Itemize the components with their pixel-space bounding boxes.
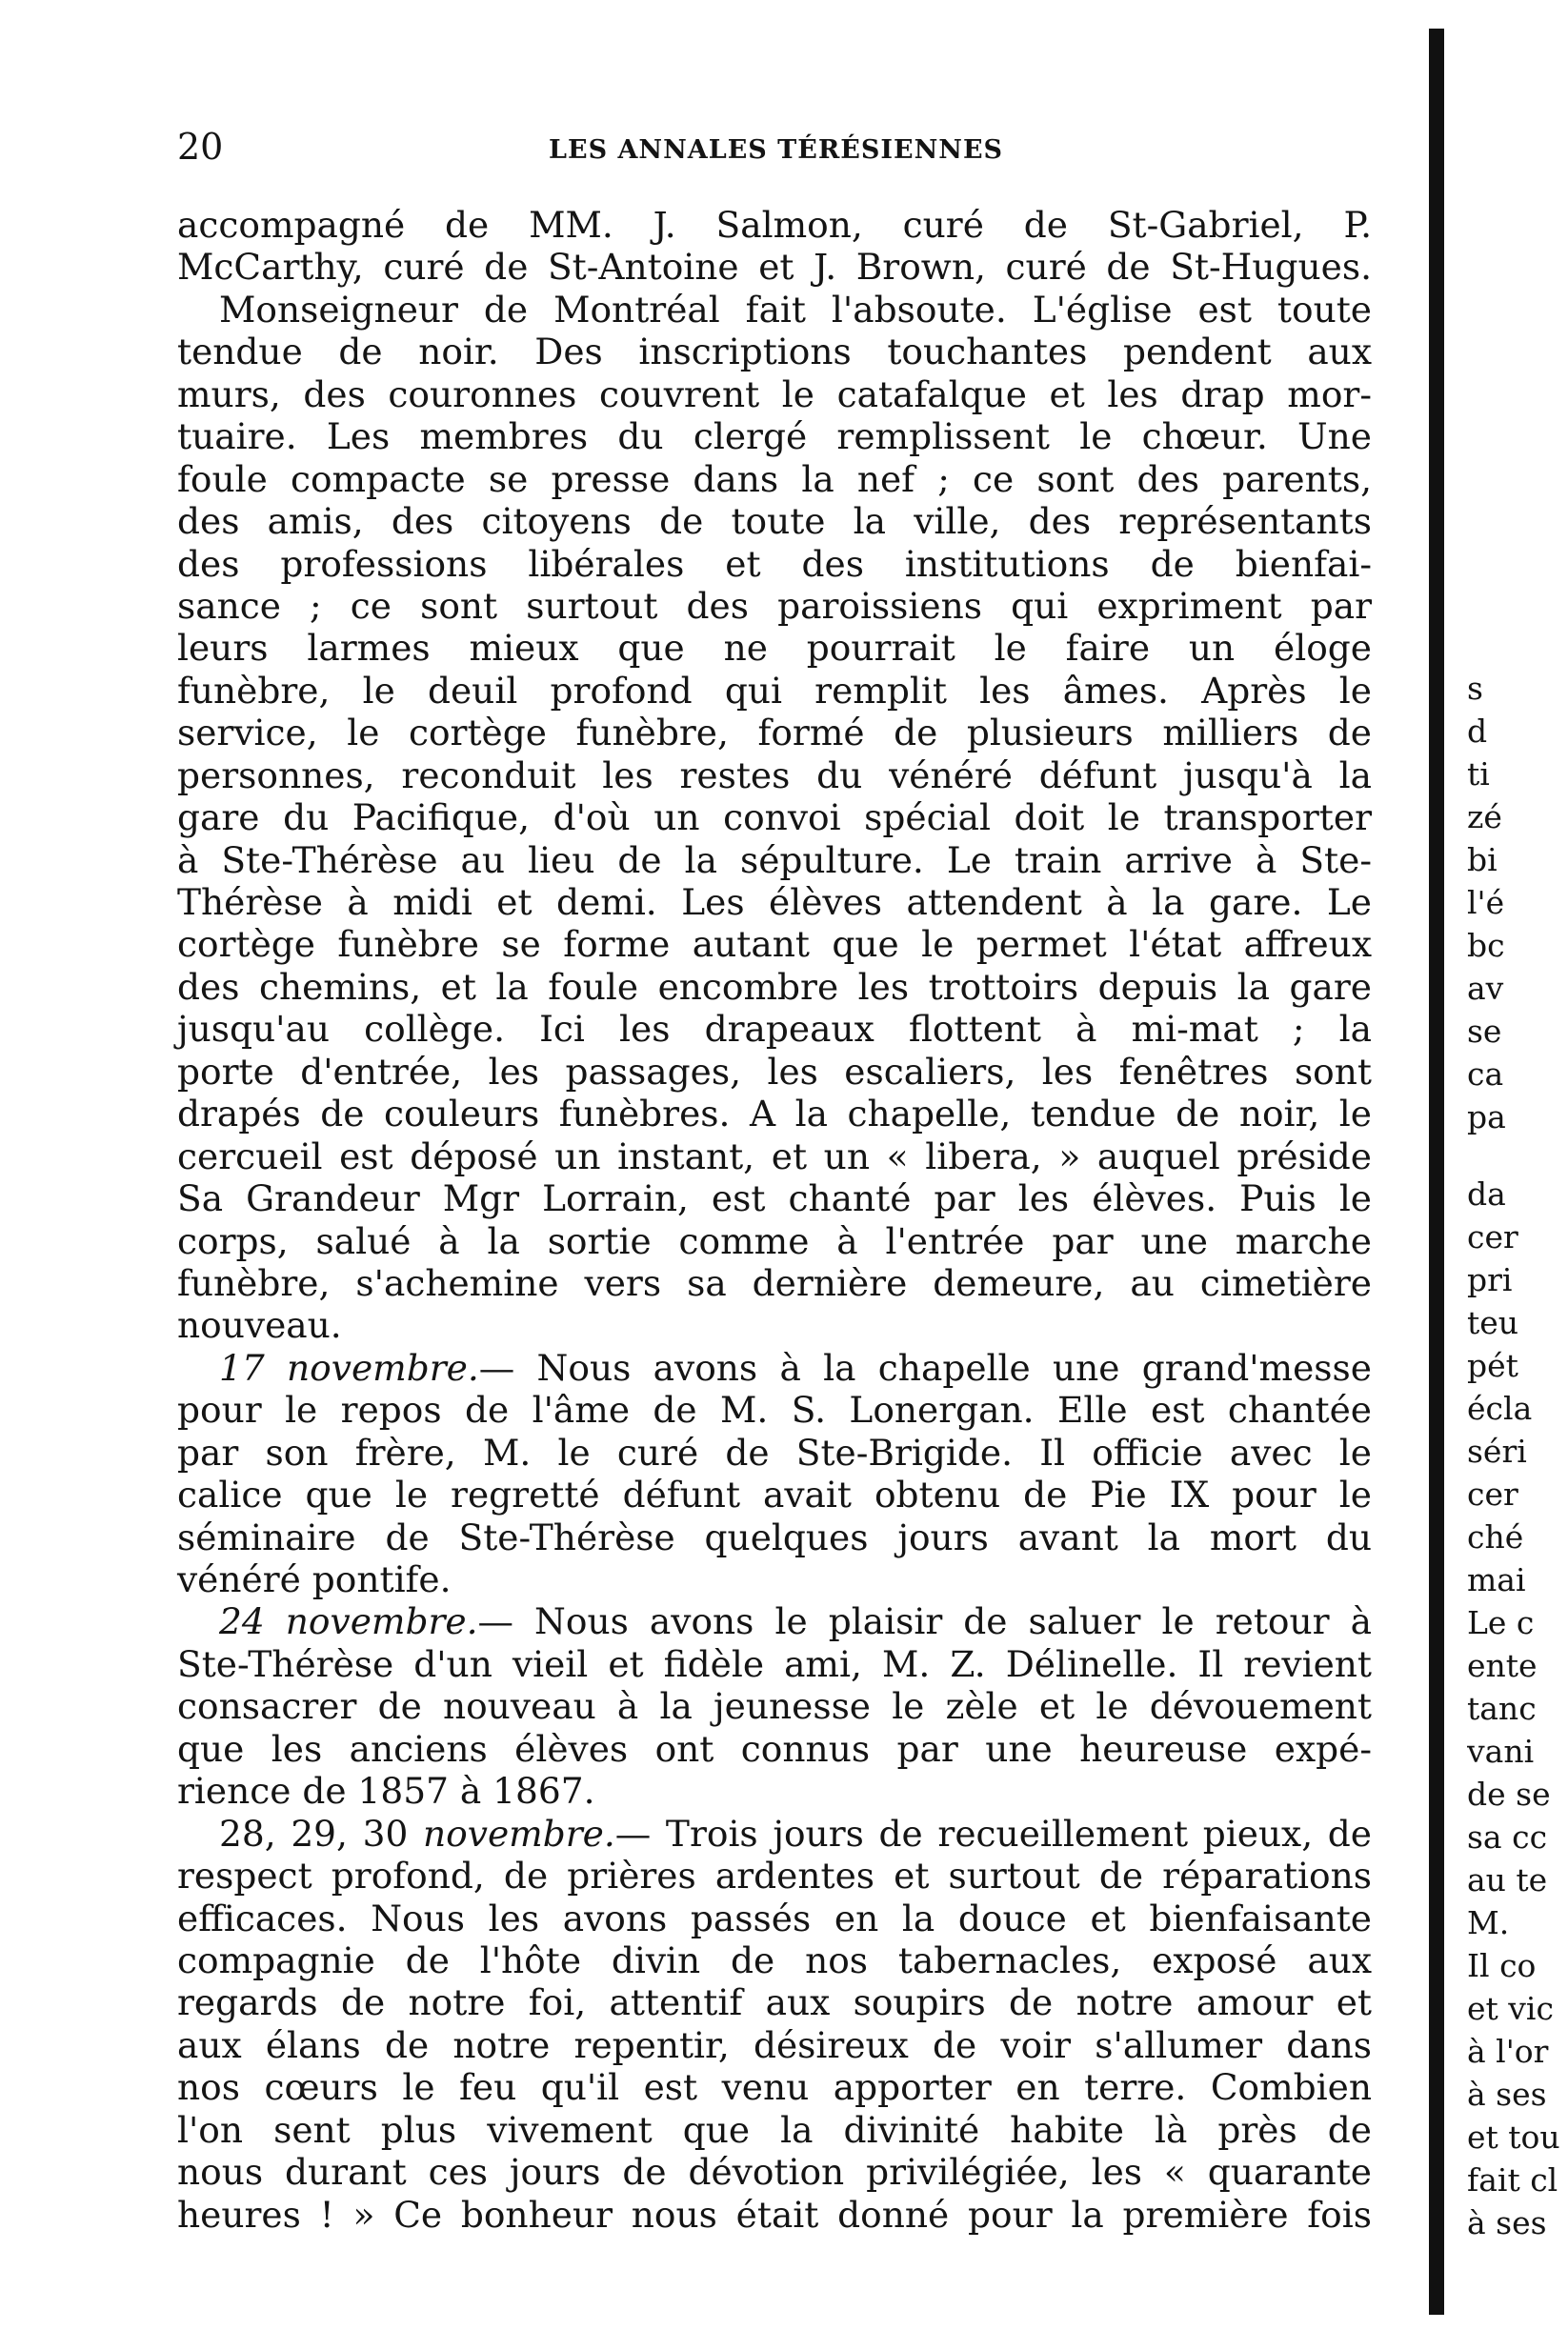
text-line: que les anciens élèves ont connus par une heureuse expé- [177,1727,1372,1770]
text-line: des professions libérales et des institutions de bienfai- [177,542,1372,585]
fragment-line: s [1467,670,1483,707]
text-line: par son frère, M. le curé de Ste-Brigide. Il officie avec le [177,1431,1372,1474]
fragment-line: zé [1467,798,1502,835]
fragment-line: teu [1467,1304,1519,1341]
text-line: Monseigneur de Montréal fait l'absoute. L'église est toute [219,288,1372,331]
fragment-line: à ses [1467,2204,1547,2241]
text-line: McCarthy, curé de St-Antoine et J. Brown, curé de St-Hugues. [177,246,1372,289]
fragment-line: da [1467,1175,1506,1213]
text-line: murs, des couronnes couvrent le catafalque et les drap mor- [177,372,1372,415]
fragment-line: cer [1467,1218,1518,1255]
fragment-line: et vic [1467,1990,1554,2027]
entry-date: 24 novembre. [219,1600,478,1643]
fragment-line: et tou [1467,2119,1560,2156]
fragment-line: l'é [1467,884,1505,921]
fragment-line: écla [1467,1390,1533,1427]
text-line: cortège funèbre se forme autant que le permet l'état affreux [177,923,1372,966]
text-line: rience de 1857 à 1867. [177,1770,595,1813]
text-line: tuaire. Les membres du clergé remplissent le chœur. Une [177,415,1372,458]
text-line: gare du Pacifique, d'où un convoi spécial doit le transporter [177,796,1372,839]
fragment-line: pri [1467,1261,1513,1298]
fragment-line: ché [1467,1518,1524,1556]
text-line: service, le cortège funèbre, formé de plusieurs milliers de [177,712,1372,754]
body-text [177,204,1372,2236]
entry-text: — Nous avons à la chapelle une grand'messe [478,1346,1372,1389]
text-line: des amis, des citoyens de toute la ville, des représentants [177,500,1372,543]
fragment-line: à ses [1467,2076,1547,2113]
text-line: aux élans de notre repentir, désireux de voir s'allumer dans [177,2023,1372,2066]
text-line: corps, salué à la sortie comme à l'entrée par une marche [177,1219,1372,1262]
fragment-line: pa [1467,1098,1506,1135]
text-line: accompagné de MM. J. Salmon, curé de St-Gabriel, P. [177,204,1372,246]
running-head [177,126,1358,173]
text-line: foule compacte se presse dans la nef ; ce sont des parents, [177,457,1372,500]
text-line: tendue de noir. Des inscriptions touchantes pendent aux [177,331,1372,373]
text-line: heures ! » Ce bonheur nous était donné pour la première fois [177,2193,1372,2236]
text-line: nouveau. [177,1304,342,1347]
text-line: séminaire de Ste-Thérèse quelques jours avant la mort du [177,1516,1372,1558]
text-line: compagnie de l'hôte divin de nos tabernacles, exposé aux [177,1938,1372,1981]
text-line: personnes, reconduit les restes du vénéré défunt jusqu'à la [177,753,1372,796]
text-line: Sa Grandeur Mgr Lorrain, est chanté par les élèves. Puis le [177,1177,1372,1220]
text-line: jusqu'au collège. Ici les drapeaux flottent à mi-mat ; la [177,1008,1372,1051]
text-line: pour le repos de l'âme de M. S. Lonergan. Elle est chantée [177,1389,1372,1432]
text-line: nos cœurs le feu qu'il est venu apporter en terre. Combien [177,2066,1372,2109]
text-line: respect profond, de prières ardentes et surtout de réparations [177,1855,1372,1898]
fragment-line: Il co [1467,1947,1537,1984]
entry-text: — Trois jours de recueillement pieux, de [614,1812,1372,1855]
fragment-line: ti [1467,755,1490,793]
text-line: efficaces. Nous les avons passés en la douce et bienfaisante [177,1897,1372,1939]
text-line: l'on sent plus vivement que la divinité habite là près de [177,2108,1372,2151]
fragment-line: au te [1467,1861,1548,1898]
text-line: funèbre, le deuil profond qui remplit les âmes. Après le [177,669,1372,712]
text-line: funèbre, s'achemine vers sa dernière demeure, au cimetière [177,1261,1372,1304]
text-line: calice que le regretté défunt avait obtenu de Pie IX pour le [177,1474,1372,1516]
fragment-line: de se [1467,1776,1551,1813]
dated-paragraph-first-line [177,1813,1372,1855]
fragment-line: à l'or [1467,2033,1549,2070]
text-line: nous durant ces jours de dévotion privilégiée, les « quarante [177,2151,1372,2194]
facing-page-fragments [1467,667,1568,2244]
fragment-line: bi [1467,841,1498,878]
fragment-line: sa cc [1467,1818,1548,1856]
dated-paragraph-first-line [177,1347,1372,1389]
fragment-line: fait cl [1467,2161,1558,2199]
page-number: 20 [177,126,224,168]
fragment-line: se [1467,1013,1502,1050]
fragment-line: ente [1467,1647,1538,1684]
text-line: drapés de couleurs funèbres. A la chapelle, tendue de noir, le [177,1093,1372,1135]
fragment-line: vani [1467,1733,1535,1770]
gutter-shadow [1429,29,1444,2315]
fragment-line: cer [1467,1476,1518,1513]
fragment-line: Le c [1467,1604,1535,1641]
entry-text: — Nous avons le plaisir de saluer le retour à [477,1600,1372,1643]
fragment-line: av [1467,970,1504,1007]
fragment-line: tanc [1467,1690,1537,1727]
fragment-line: d [1467,713,1488,750]
text-line: à Ste-Thérèse au lieu de la sépulture. Le train arrive à Ste- [177,838,1372,881]
text-line: des chemins, et la foule encombre les trottoirs depuis la gare [177,965,1372,1008]
entry-date: novembre. [423,1812,615,1855]
fragment-line: séri [1467,1433,1527,1470]
text-line: leurs larmes mieux que ne pourrait le faire un éloge [177,627,1372,670]
fragment-line: pét [1467,1347,1518,1384]
entry-date: 17 novembre. [219,1346,479,1389]
entry-date-prefix: 28, 29, 30 [219,1812,424,1855]
text-line: Thérèse à midi et demi. Les élèves attendent à la gare. Le [177,881,1372,923]
fragment-line: mai [1467,1561,1526,1598]
text-line: vénéré pontife. [177,1558,452,1600]
facing-page-edge [1429,0,1568,2350]
text-line: sance ; ce sont surtout des paroissiens qui expriment par [177,584,1372,627]
fragment-line: bc [1467,927,1505,964]
fragment-line: ca [1467,1055,1504,1093]
fragment-line: M. [1467,1904,1510,1941]
text-line: porte d'entrée, les passages, les escaliers, les fenêtres sont [177,1050,1372,1093]
text-line: cercueil est déposé un instant, et un « libera, » auquel préside [177,1135,1372,1177]
text-line: consacrer de nouveau à la jeunesse le zèle et le dévouement [177,1685,1372,1728]
text-line: regards de notre foi, attentif aux soupirs de notre amour et [177,1981,1372,2024]
running-title: LES ANNALES TÉRÉSIENNES [549,135,1004,165]
dated-paragraph-first-line [177,1600,1372,1642]
text-line: Ste-Thérèse d'un vieil et fidèle ami, M. Z. Délinelle. Il revient [177,1642,1372,1685]
